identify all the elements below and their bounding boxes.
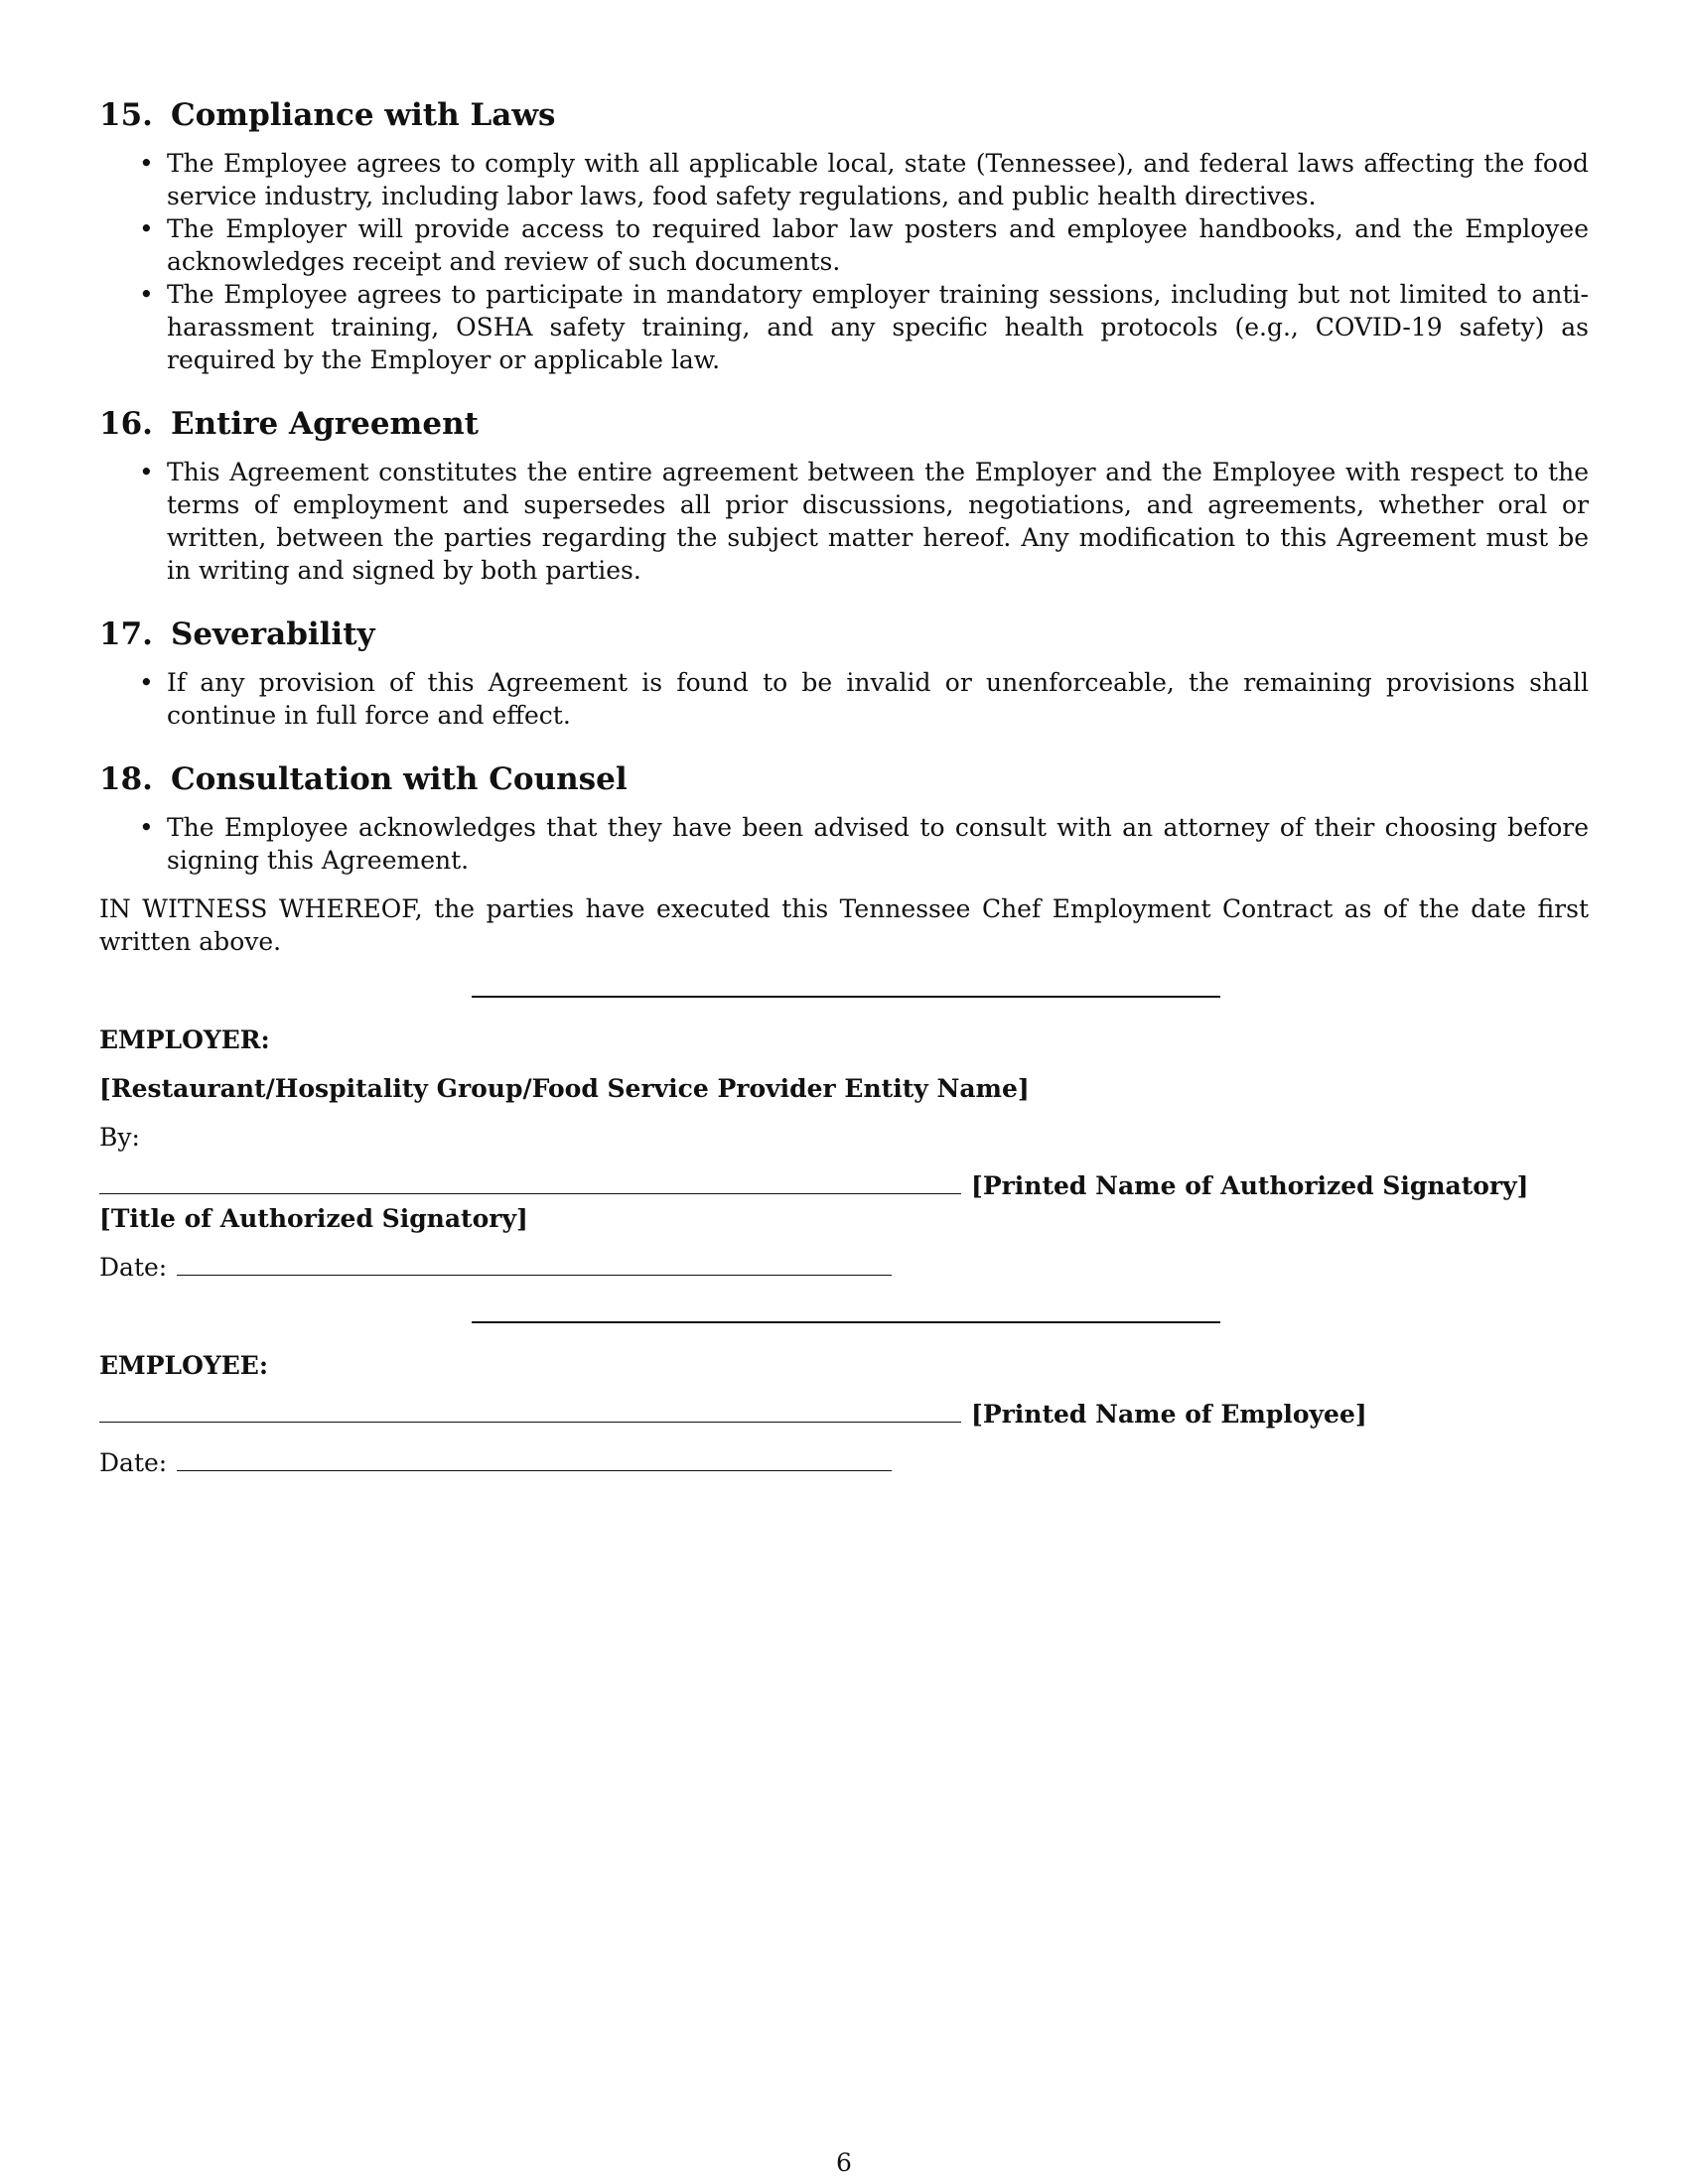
employee-signature-divider [472, 1321, 1220, 1323]
section-number: 15. [99, 97, 153, 133]
page-number: 6 [836, 2148, 852, 2177]
list-item: • If any provision of this Agreement is found to be invalid or unenforceable, the remaining provisions shall continue in full force and effect. [167, 666, 1589, 732]
section-heading [99, 404, 1589, 444]
bullet-list [99, 147, 1589, 376]
employee-signature-block [99, 1398, 1589, 1431]
employee-date-label: Date: [99, 1448, 168, 1477]
employer-signature-line[interactable] [99, 1193, 961, 1194]
employer-signature-divider [472, 996, 1220, 998]
document-page [99, 95, 1589, 1479]
employee-label: EMPLOYEE: [99, 1351, 269, 1380]
employer-date-label: Date: [99, 1253, 168, 1282]
employer-date-line[interactable] [177, 1275, 892, 1276]
employer-signatory-name: [Printed Name of Authorized Signatory] [Title of Authorized Signatory] [99, 1171, 1529, 1233]
section-number: 17. [99, 616, 153, 652]
section-heading [99, 614, 1589, 654]
section-title: Severability [170, 616, 375, 652]
section-title: Consultation with Counsel [170, 761, 628, 797]
section-severability [99, 614, 1589, 732]
section-consultation-with-counsel [99, 759, 1589, 877]
employer-label: EMPLOYER: [99, 1025, 270, 1054]
section-number: 18. [99, 761, 153, 797]
bullet-list [99, 811, 1589, 877]
employer-signature-block [99, 1169, 1589, 1235]
list-item: • The Employee agrees to participate in mandatory employer training sessions, including but not limited to anti-harassment training, OSHA safety training, and any specific health protocols (e.g., COVID-19 safety) as required by the Employer or applicable law. [167, 278, 1589, 376]
employee-date-row [99, 1446, 1589, 1479]
list-item: • The Employee agrees to comply with all applicable local, state (Tennessee), and federal laws affecting the food service industry, including labor laws, food safety regulations, and public health directives. [167, 147, 1589, 212]
section-title: Compliance with Laws [170, 97, 556, 133]
employee-printed-name: [Printed Name of Employee] [971, 1400, 1367, 1429]
section-heading [99, 95, 1589, 135]
bullet-list [99, 456, 1589, 587]
list-item: • The Employer will provide access to required labor law posters and employee handbooks, and the Employee acknowledges receipt and review of such documents. [167, 212, 1589, 278]
section-entire-agreement [99, 404, 1589, 587]
employer-entity-name: [Restaurant/Hospitality Group/Food Service Provider Entity Name] [99, 1074, 1030, 1103]
bullet-list [99, 666, 1589, 732]
list-item: • This Agreement constitutes the entire agreement between the Employer and the Employee with respect to the terms of employment and supersedes all prior discussions, negotiations, and agreements, whether oral or written, between the parties regarding the subject matter hereof. Any modification to this Agreement must be in writing and signed by both parties. [167, 456, 1589, 587]
employer-date-row [99, 1251, 1589, 1284]
section-compliance-with-laws [99, 95, 1589, 376]
witness-statement: IN WITNESS WHEREOF, the parties have executed this Tennessee Chef Employment Contract as of the date first written above. [99, 894, 1589, 956]
employer-by-label: By: [99, 1123, 140, 1152]
section-title: Entire Agreement [170, 406, 479, 442]
list-item: • The Employee acknowledges that they have been advised to consult with an attorney of their choosing before signing this Agreement. [167, 811, 1589, 877]
section-heading [99, 759, 1589, 799]
employee-signature-line[interactable] [99, 1422, 961, 1423]
section-number: 16. [99, 406, 153, 442]
employee-date-line[interactable] [177, 1470, 892, 1471]
